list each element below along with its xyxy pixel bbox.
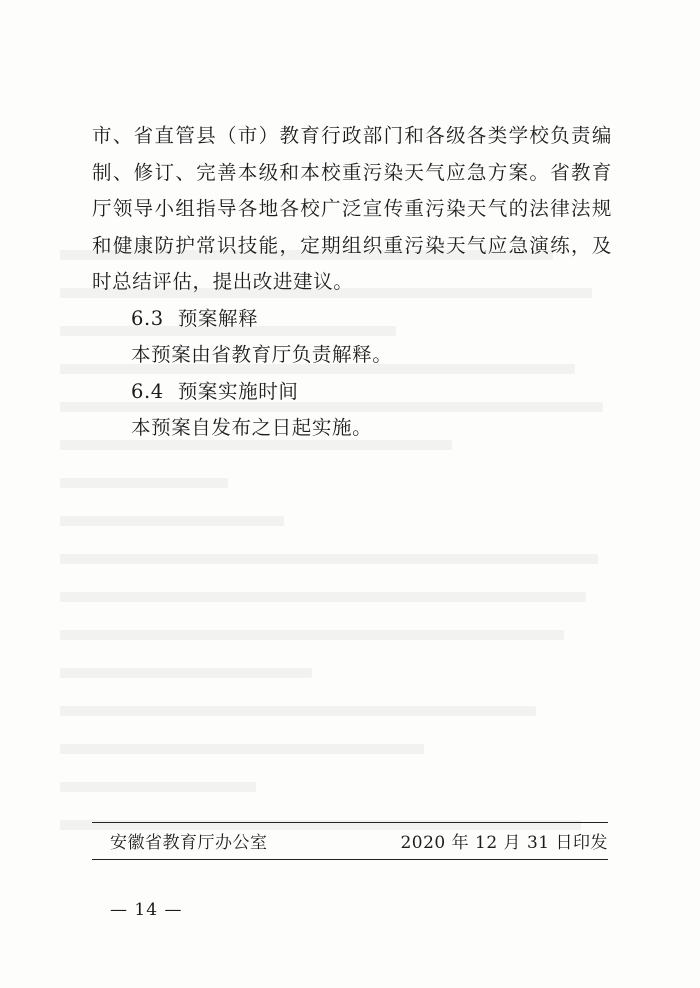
section-text-6-4: 本预案自发布之日起实施。 xyxy=(131,416,373,439)
section-number: 6.3 xyxy=(131,306,164,330)
section-heading-6-4 xyxy=(92,374,612,411)
section-number: 6.4 xyxy=(131,379,164,403)
issue-date: 2020 年 12 月 31 日印发 xyxy=(400,833,608,853)
footer-bottom-rule xyxy=(92,859,608,860)
section-text-6-3: 本预案由省教育厅负责解释。 xyxy=(131,343,393,366)
page-number: — 14 — xyxy=(110,900,183,920)
section-title: 预案解释 xyxy=(177,306,259,330)
issuing-office: 安徽省教育厅办公室 xyxy=(110,833,268,853)
footer-top-rule xyxy=(92,822,608,823)
section-heading-6-3 xyxy=(92,301,612,338)
document-body xyxy=(92,118,612,447)
section-title: 预案实施时间 xyxy=(177,379,299,403)
continued-paragraph: 市、省直管县（市）教育行政部门和各级各类学校负责编制、修订、完善本级和本校重污染天气应急方案。省教育厅领导小组指导各地各校广泛宣传重污染天气的法律法规和健康防护常识技能，定期组织重污染天气应急演练，及时总结评估，提出改进建议。 xyxy=(92,124,612,293)
